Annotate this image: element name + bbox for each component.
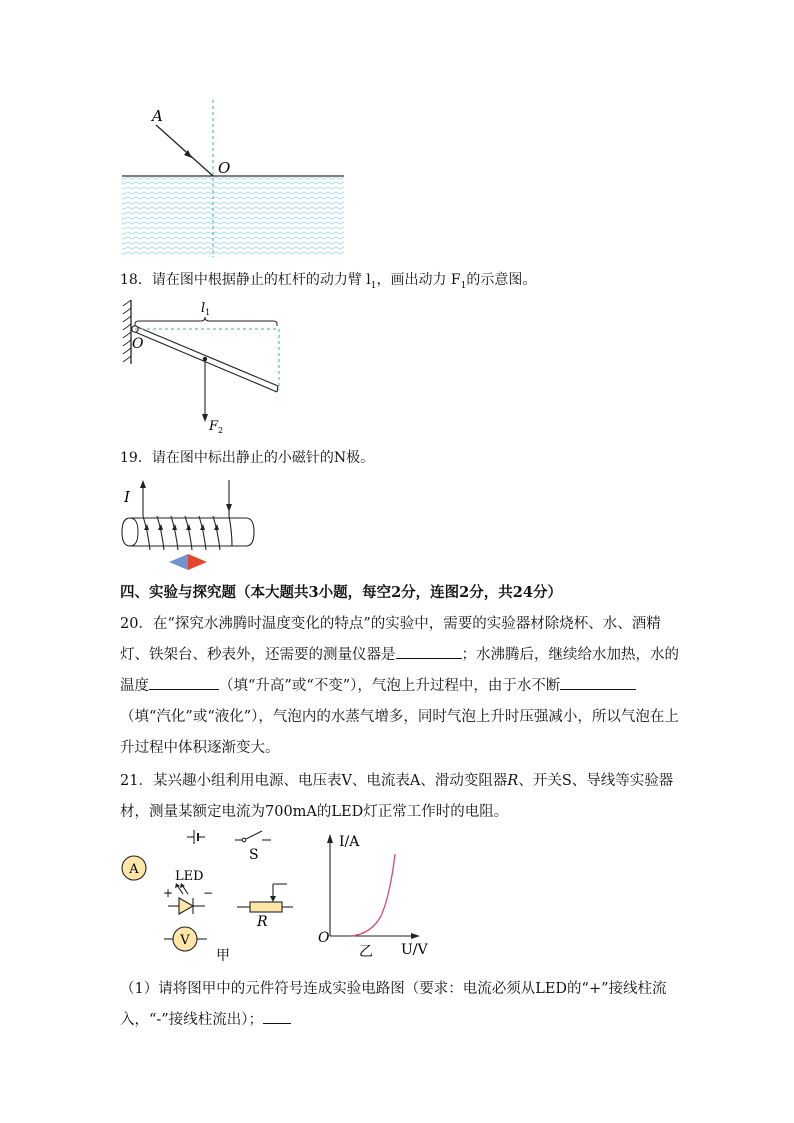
graph-y-label: I/A <box>339 834 360 850</box>
led-minus: − <box>203 886 214 900</box>
fig21-circuit-components <box>115 826 445 966</box>
rheostat-symbol <box>237 884 293 912</box>
lever-end <box>277 386 278 392</box>
question-18: 18．请在图中根据静止的杠杆的动力臂 $l_1$，画出动力 $F_1$的示意图。 <box>120 272 537 291</box>
fig17-reflection-diagram <box>110 95 350 260</box>
led-symbol <box>168 885 205 914</box>
label-rheostat-r: R <box>257 914 268 930</box>
label-o: O <box>132 336 144 352</box>
q20-blank-3[interactable] <box>560 675 636 690</box>
compass-needle-right <box>188 554 207 570</box>
lever-bar-top <box>135 326 278 386</box>
question-21-part-1: （1）请将图甲中的元件符号连成实验电路图（要求：电流必须从LED的“+”接线柱流入，“-”接线柱流出）； <box>120 981 667 1028</box>
q20-blank-2[interactable] <box>149 675 219 690</box>
q20-blank-1[interactable] <box>396 644 462 659</box>
wall-hatching <box>123 300 131 362</box>
led-plus: + <box>163 886 174 900</box>
label-l1: $l_1$ <box>201 301 211 317</box>
battery-symbol <box>187 830 205 844</box>
graph-origin: O <box>318 930 330 946</box>
force-f2-arrowhead <box>202 414 208 422</box>
label-yi: 乙 <box>359 944 373 960</box>
graph-y-arrow <box>327 834 333 843</box>
fig18-lever-diagram <box>115 296 295 436</box>
compass-needle-left <box>169 554 188 570</box>
label-i: I <box>124 488 130 506</box>
fig19-solenoid-diagram <box>118 474 268 574</box>
ammeter-label: A <box>129 862 139 877</box>
lever-bar-bottom <box>135 332 277 392</box>
wire-right-arrow <box>226 504 232 512</box>
switch-symbol <box>235 831 271 842</box>
rheostat-slider-arrow <box>270 896 276 902</box>
label-f2: $F_2$ <box>209 419 224 435</box>
graph-x-arrow <box>411 933 420 939</box>
question-19: 19．请在图中标出静止的小磁针的N极。 <box>120 450 375 466</box>
label-a: A <box>152 107 163 125</box>
label-jia: 甲 <box>216 948 230 964</box>
q21-1-blank[interactable] <box>263 1009 291 1024</box>
question-20: 20．在“探究水沸腾时温度变化的特点”的实验中，需要的实验器材除烧杯、水、酒精灯、铁架台、秒表外，还需要的测量仪器是 ；水沸腾后，继续给水加热，水的温度 （填“升高”或“不变”），气泡上升过程中，由于水不断（填“汽化”或“液化”），气泡内的水蒸气增多，同时气泡上升时压强减小，所以气泡在上升过程中体积逐渐变大。 <box>120 616 679 756</box>
incident-ray <box>156 125 213 176</box>
wire-left-arrow <box>140 480 146 488</box>
question-21: 21．某兴趣小组利用电源、电压表V、电流表A、滑动变阻器R、开关S、导线等实验器材，测量某额定电流为700mA的LED灯正常工作时的电阻。 <box>120 773 674 820</box>
graph-x-label: U/V <box>401 942 428 958</box>
led-label: LED <box>175 869 204 884</box>
graph-curve <box>351 854 395 936</box>
label-switch-s: S <box>249 847 259 863</box>
voltmeter-label: V <box>180 933 190 948</box>
section-4-heading: 四、实验与探究题（本大题共3小题，每空2分，连图2分，共24分） <box>120 584 562 601</box>
solenoid-tube <box>122 518 254 546</box>
arm-brace <box>135 317 277 326</box>
label-o: O <box>218 159 231 177</box>
water-region <box>122 177 344 257</box>
